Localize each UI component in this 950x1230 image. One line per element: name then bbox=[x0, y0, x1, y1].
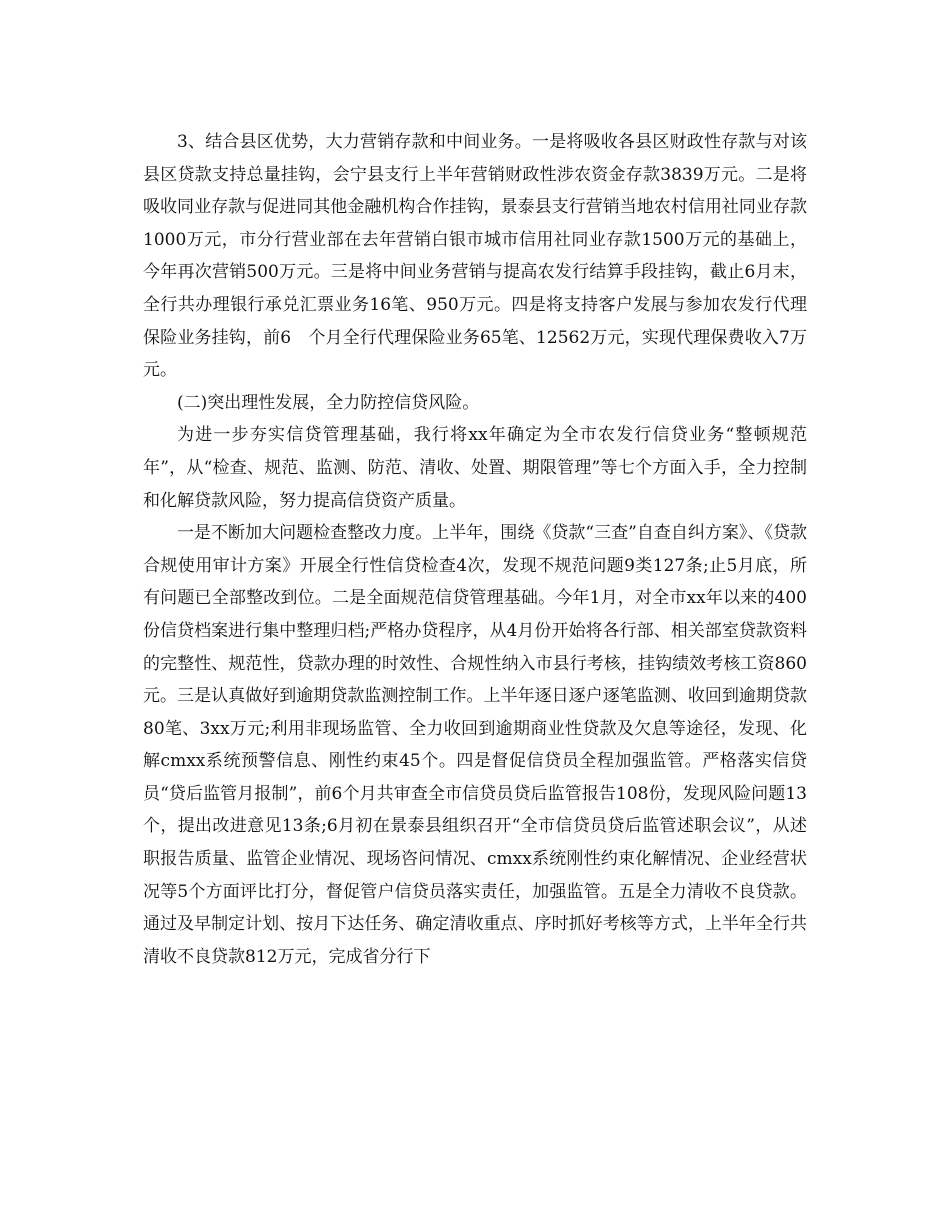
document-body bbox=[143, 126, 807, 973]
paragraph-measures: 一是不断加大问题检查整改力度。上半年，围绕《贷款“三查”自查自纠方案》、《贷款合规使用审计方案》开展全行性信贷检查4次，发现不规范问题9类127条;止5月底，所有问题已全部整改到位。二是全面规范信贷管理基础。今年1月，对全市xx年以来的400份信贷档案进行集中整理归档;严格办贷程序，从4月份开始将各行部、相关部室贷款资料的完整性、规范性，贷款办理的时效性、合规性纳入市县行考核，挂钩绩效考核工资860元。三是认真做好到逾期贷款监测控制工作。上半年逐日逐户逐笔监测、收回到逾期贷款80笔、3xx万元;利用非现场监管、全力收回到逾期商业性贷款及欠息等途径，发现、化解cmxx系统预警信息、刚性约束45个。四是督促信贷员全程加强监管。严格落实信贷员“贷后监管月报制”，前6个月共审查全市信贷员贷后监管报告108份，发现风险问题13个，提出改进意见13条;6月初在景泰县组织召开“全市信贷员贷后监管述职会议”，从述职报告质量、监管企业情况、现场咨问情况、cmxx系统刚性约束化解情况、企业经营状况等5个方面评比打分，督促管户信贷员落实责任，加强监管。五是全力清收不良贷款。通过及早制定计划、按月下达任务、确定清收重点、序时抓好考核等方式，上半年全行共清收不良贷款812万元，完成省分行下 bbox=[143, 523, 807, 967]
paragraph-deposit-marketing: 3、结合县区优势，大力营销存款和中间业务。一是将吸收各县区财政性存款与对该县区贷款支持总量挂钩，会宁县支行上半年营销财政性涉农资金存款3839万元。二是将吸收同业存款与促进同其他金融机构合作挂钩，景泰县支行营销当地农村信用社同业存款1000万元，市分行营业部在去年营销白银市城市信用社同业存款1500万元的基础上，今年再次营销500万元。三是将中间业务营销与提高农发行结算手段挂钩，截止6月末，全行共办理银行承兑汇票业务16笔、950万元。四是将支持客户发展与参加农发行代理保险业务挂钩，前6 个月全行代理保险业务65笔、12562万元，实现代理保费收入7万元。 bbox=[143, 132, 807, 381]
section-heading-risk-control: (二)突出理性发展，全力防控信贷风险。 bbox=[177, 392, 480, 413]
paragraph-credit-management: 为进一步夯实信贷管理基础，我行将xx年确定为全市农发行信贷业务“整顿规范年”，从“检查、规范、监测、防范、清收、处置、期限管理”等七个方面入手，全力控制和化解贷款风险，努力提高信贷资产质量。 bbox=[143, 425, 807, 511]
